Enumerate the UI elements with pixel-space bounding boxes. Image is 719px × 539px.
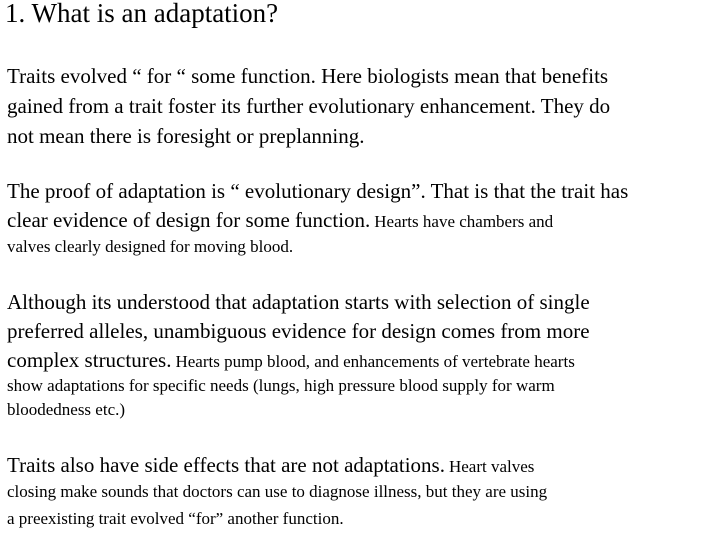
- slide-title: 1. What is an adaptation?: [5, 0, 279, 28]
- text-line: a preexisting trait evolved “for” another function.: [7, 509, 344, 528]
- text-span: complex structures.: [7, 348, 172, 372]
- text-line: valves clearly designed for moving blood.: [7, 237, 294, 256]
- text-line: The proof of adaptation is “ evolutionary design”. That is that the trait has: [7, 179, 629, 203]
- text-span-example: Hearts have chambers and: [374, 212, 554, 231]
- text-line: [7, 208, 553, 233]
- text-line: preferred alleles, unambiguous evidence for design comes from more: [7, 319, 590, 343]
- text-line: Although its understood that adaptation starts with selection of single: [7, 290, 590, 314]
- text-span: Traits also have side effects that are not adaptations.: [7, 453, 445, 477]
- text-line: bloodedness etc.): [7, 400, 126, 419]
- text-line: show adaptations for specific needs (lungs, high pressure blood supply for warm: [7, 376, 555, 395]
- text-line: closing make sounds that doctors can use to diagnose illness, but they are using: [7, 482, 548, 501]
- text-span: clear evidence of design for some function.: [7, 208, 371, 232]
- text-line: Traits evolved “ for “ some function. Here biologists mean that benefits: [7, 64, 609, 88]
- text-line: [7, 453, 534, 478]
- text-line: gained from a trait foster its further evolutionary enhancement. They do: [7, 94, 611, 118]
- text-span-example: Heart valves: [448, 457, 535, 476]
- text-span-example: Hearts pump blood, and enhancements of vertebrate hearts: [175, 352, 575, 371]
- text-line: not mean there is foresight or preplanning.: [7, 124, 365, 148]
- text-line: [7, 348, 575, 373]
